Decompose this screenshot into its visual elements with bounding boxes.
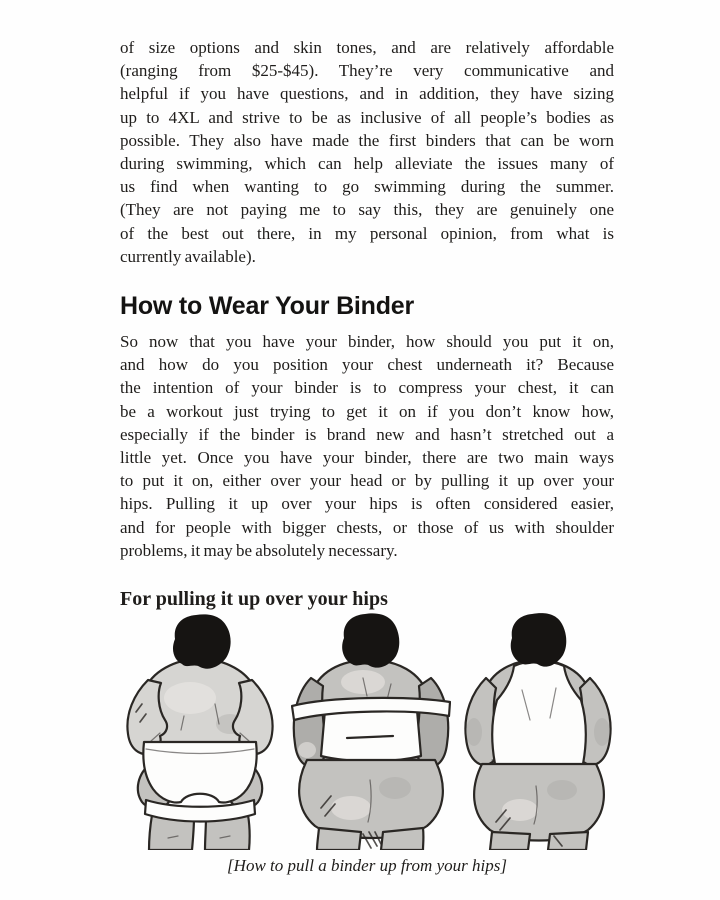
text-line: of size options and skin tones, and are relatively affordable xyxy=(120,38,614,57)
text-line: and for people with bigger chests, or those of us with shoulder xyxy=(120,517,614,537)
text-line: and how do you position your chest underneath it? Because xyxy=(120,355,614,375)
illustration-row xyxy=(120,612,614,850)
text-column xyxy=(120,36,614,876)
figure-binder-worn xyxy=(462,612,614,850)
section-heading: How to Wear Your Binder xyxy=(120,292,415,321)
text-line: (They are not paying me to say this, they are genuinely one xyxy=(120,200,614,220)
text-line: be a workout just trying to get it on if you don’t know how, xyxy=(120,401,614,421)
figure-binder-at-hips xyxy=(120,612,280,850)
text-line: us find when wanting to go swimming during the summer. xyxy=(120,177,614,197)
text-line: especially if the binder is brand new and hasn’t stretched out a xyxy=(120,424,614,444)
text-line: problems, it may be absolutely necessary. xyxy=(120,540,398,560)
text-line: currently available). xyxy=(120,246,256,266)
subsection-heading-hips-method: For pulling it up over your hips xyxy=(120,588,388,611)
text-line: little yet. Once you have your binder, there are two main ways xyxy=(120,448,614,468)
figure-caption: [How to pull a binder up from your hips] xyxy=(227,856,507,876)
text-line: possible. They also have made the first binders that can be worn xyxy=(120,130,614,150)
text-line: up to 4XL and strive to be as inclusive of all people’s bodies as xyxy=(120,107,614,127)
text-line: helpful if you have questions, and in addition, they have sizing xyxy=(120,84,614,104)
text-line: during swimming, which can help alleviate the issues many of xyxy=(120,154,614,174)
figure-binder-across-arms xyxy=(291,612,451,850)
paragraph-how-to-wear xyxy=(120,330,614,562)
text-line: the intention of your binder is to compress your chest, it can xyxy=(120,378,614,398)
text-line: (ranging from $25-$45). They’re very communicative and xyxy=(120,61,614,81)
paragraph-intro xyxy=(120,36,614,268)
text-line: of the best out there, in my personal opinion, from what is xyxy=(120,223,614,243)
text-line: hips. Pulling it up over your hips is often considered easier, xyxy=(120,494,614,514)
text-line: So now that you have your binder, how should you put it on, xyxy=(120,332,614,352)
text-line: to put it on, either over your head or by pulling it up over your xyxy=(120,471,614,491)
